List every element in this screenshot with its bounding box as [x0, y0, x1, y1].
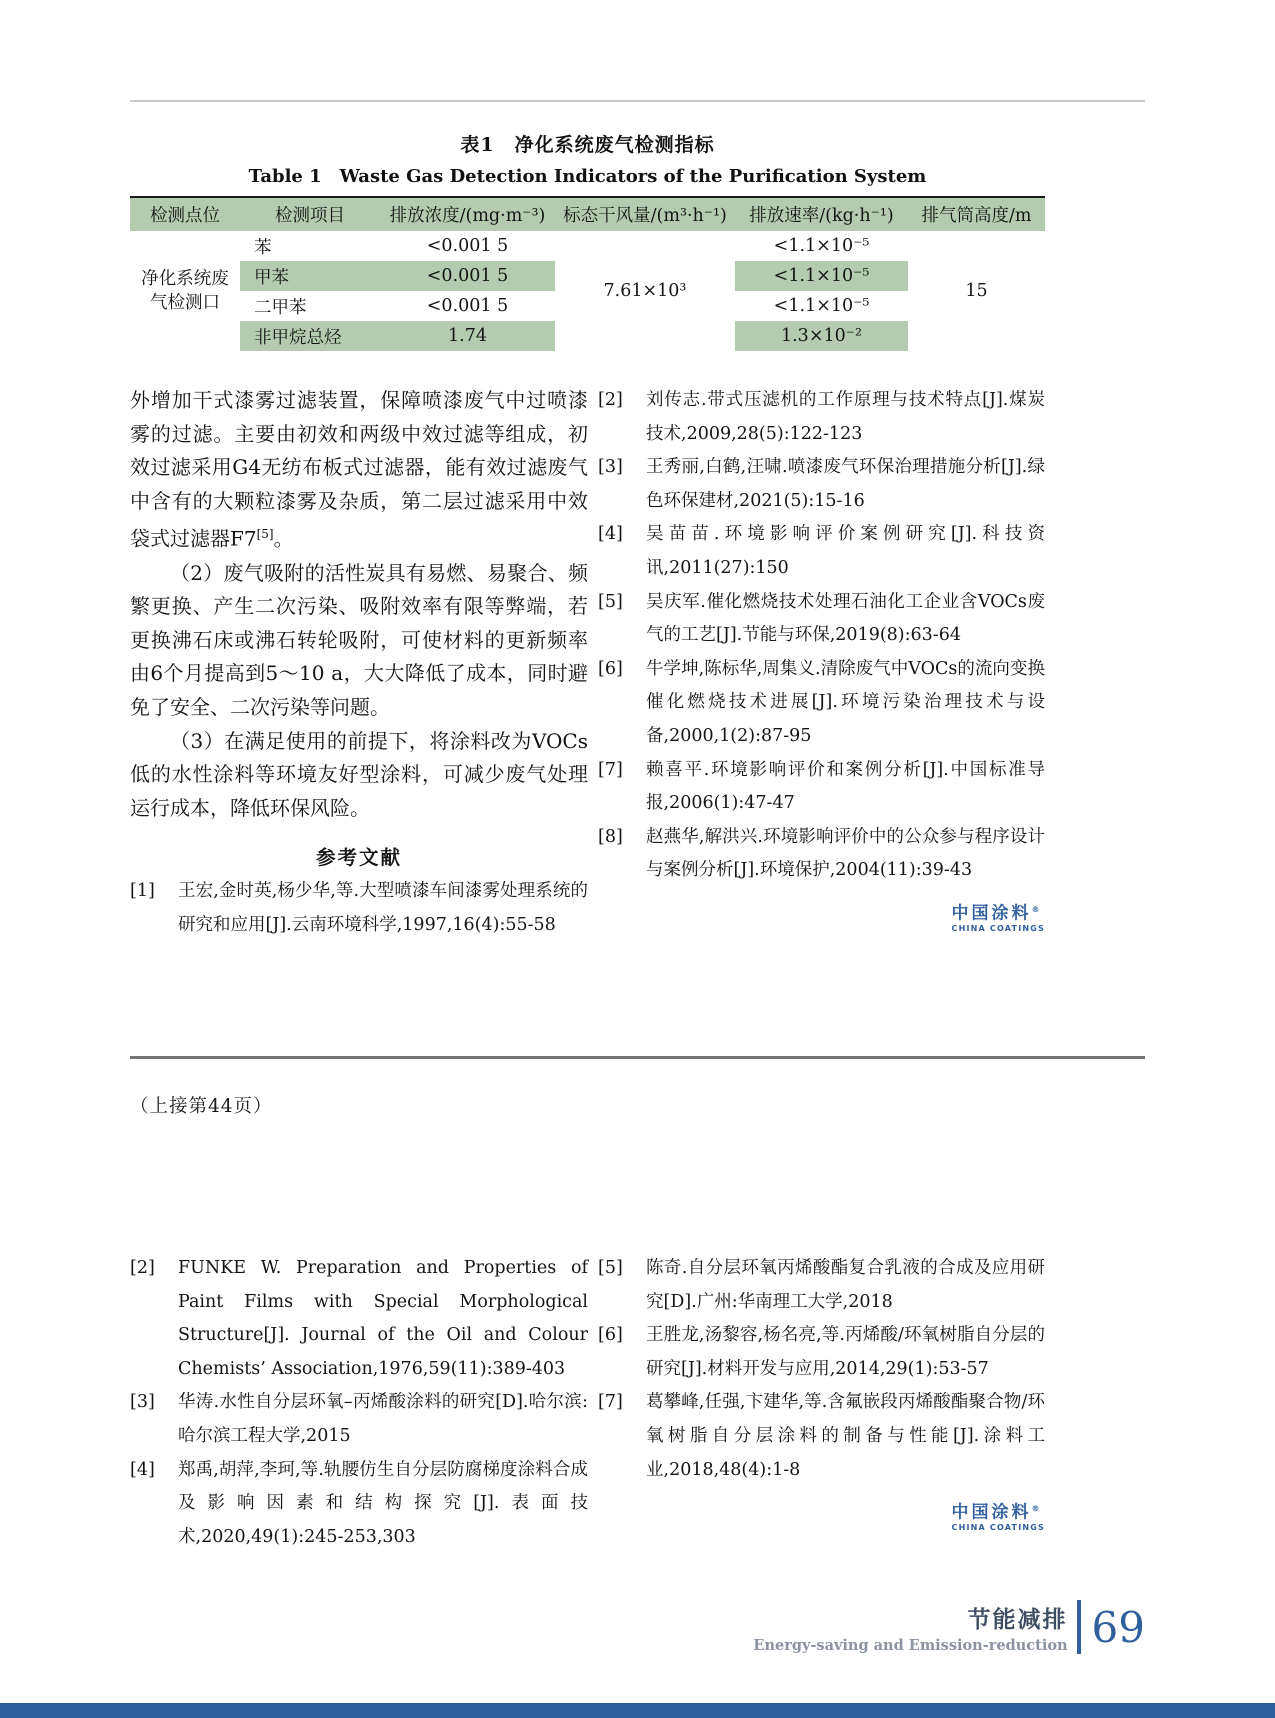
reference-number: [5] [598, 591, 623, 612]
reference-text: 赖喜平.环境影响评价和案例分析[J].中国标准导报,2006(1):47-47 [646, 759, 1045, 814]
table-header-stack-height: 排气筒高度/m [908, 198, 1045, 231]
reference-number: [4] [130, 1459, 155, 1480]
reference-item [130, 1386, 588, 1453]
china-coatings-logo [952, 901, 1046, 933]
reference-number: [6] [598, 1325, 623, 1346]
top-divider [130, 100, 1145, 102]
table-cell-rate-xylene: <1.1×10⁻⁵ [773, 296, 870, 316]
reference-item [130, 1454, 588, 1555]
reference-text: 郑禹,胡萍,李珂,等.轨腰仿生自分层防腐梯度涂料合成及影响因素和结构探究[J].表面技术,2020,49(1):245-253,303 [178, 1459, 588, 1547]
page-footer [753, 1600, 1145, 1654]
logo-text-zh [952, 1500, 1046, 1522]
reference-text: 王宏,金时英,杨少华,等.大型喷漆车间漆雾处理系统的研究和应用[J].云南环境科学,1997,16(4):55-58 [178, 881, 588, 935]
reference-text: 华涛.水性自分层环氧–丙烯酸涂料的研究[D].哈尔滨:哈尔滨工程大学,2015 [178, 1392, 588, 1446]
logo-text-zh [952, 901, 1046, 923]
table-cell-rate-benzene: <1.1×10⁻⁵ [773, 236, 870, 256]
body-paragraph-3: （3）在满足使用的前提下，将涂料改为VOCs低的水性涂料等环境友好型涂料，可减少废气处理运行成本，降低环保风险。 [130, 728, 588, 820]
continuation-note: （上接第44页） [130, 1096, 273, 1117]
citation-superscript: [5] [256, 527, 274, 542]
reference-number: [7] [598, 759, 623, 780]
logo-zh-chars: 中国涂料 [951, 903, 1032, 924]
reference-text: 王秀丽,白鹤,汪啸.喷漆废气环保治理措施分析[J].绿色环保建材,2021(5):15-16 [646, 457, 1045, 511]
table-title-en: Table 1 Waste Gas Detection Indicators of the Purification System [248, 166, 927, 187]
registered-mark-icon: ® [1031, 904, 1040, 914]
logo-text-en: CHINA COATINGS [951, 923, 1045, 933]
reference-item [598, 518, 1045, 585]
table-cell-item-nmhc: 非甲烷总烃 [240, 321, 380, 351]
registered-mark-icon: ® [1031, 1504, 1040, 1514]
reference-text: 王胜龙,汤黎容,杨名亮,等.丙烯酸/环氧树脂自分层的研究[J].材料开发与应用,2014,29(1):53-57 [646, 1325, 1045, 1379]
reference-text: 陈奇.自分层环氧丙烯酸酯复合乳液的合成及应用研究[D].广州:华南理工大学,2018 [646, 1258, 1045, 1312]
table-cell-rate-toluene: <1.1×10⁻⁵ [735, 261, 908, 291]
reference-number: [3] [598, 457, 623, 478]
waste-gas-table [130, 196, 1045, 351]
section-continued-references [130, 1252, 1045, 1554]
section-divider [130, 1056, 1145, 1059]
table-header-concentration: 排放浓度/(mg·m⁻³) [380, 198, 555, 231]
journal-name [753, 1601, 1067, 1654]
paragraph-text: 。 [273, 527, 294, 552]
reference-number: [8] [598, 826, 623, 847]
table-cell-item-xylene: 二甲苯 [254, 297, 307, 318]
reference-item [598, 754, 1045, 821]
reference-number: [3] [130, 1392, 155, 1413]
logo-zh-chars: 中国涂料 [951, 1502, 1032, 1523]
table-cell-item-toluene: 甲苯 [240, 261, 380, 291]
footer-divider-bar [1077, 1600, 1081, 1654]
page-number: 69 [1091, 1602, 1145, 1652]
reference-text: 吴庆军.催化燃烧技术处理石油化工企业含VOCs废气的工艺[J].节能与环保,2019(8):63-64 [646, 591, 1045, 646]
table-cell-air-volume: 7.61×10³ [603, 281, 687, 301]
references-heading: 参考文献 [315, 846, 402, 870]
reference-text: 赵燕华,解洪兴.环境影响评价中的公众参与程序设计与案例分析[J].环境保护,2004(11):39-43 [646, 826, 1045, 881]
reference-item [598, 384, 1045, 451]
table-cell-conc-xylene: <0.001 5 [426, 296, 509, 316]
reference-item [130, 875, 588, 942]
reference-item [598, 821, 1045, 888]
reference-text: 吴苗苗.环境影响评价案例研究[J].科技资讯,2011(27):150 [646, 524, 1045, 578]
china-coatings-logo [952, 1500, 1046, 1532]
reference-number: [2] [130, 1258, 155, 1278]
journal-name-zh: 节能减排 [967, 1606, 1068, 1633]
reference-number: [4] [598, 524, 623, 545]
logo-text-en: CHINA COATINGS [951, 1522, 1045, 1532]
reference-number: [1] [130, 881, 155, 902]
logo-row [598, 901, 1045, 933]
reference-number: [6] [598, 658, 623, 679]
reference-item [598, 1319, 1045, 1386]
reference-item [598, 1252, 1045, 1319]
reference-item [598, 586, 1045, 653]
column-left [130, 1252, 588, 1554]
reference-item [598, 653, 1045, 754]
column-left [130, 384, 588, 943]
section-article [130, 384, 1045, 943]
paragraph-text: 外增加干式漆雾过滤装置，保障喷漆废气中过喷漆雾的过滤。主要由初效和两级中效过滤等组成，初效过滤采用G4无纺布板式过滤器，能有效过滤废气中含有的大颗粒漆雾及杂质，第二层过滤采用中效袋式过滤器F7 [130, 388, 588, 552]
table-header-site: 检测点位 [130, 198, 240, 231]
table-header-item: 检测项目 [240, 198, 380, 231]
table-cell-rate-nmhc: 1.3×10⁻² [735, 321, 908, 351]
reference-number: [5] [598, 1258, 623, 1278]
reference-item [598, 451, 1045, 518]
journal-name-en: Energy-saving and Emission-reduction [753, 1636, 1068, 1654]
table-cell-stack-height: 15 [965, 281, 988, 301]
body-paragraph-1 [130, 384, 588, 557]
reference-text: 牛学坤,陈标华,周集义.清除废气中VOCs的流向变换催化燃烧技术进展[J].环境污染治理技术与设备,2000,1(2):87-95 [646, 658, 1045, 746]
column-right [598, 1252, 1045, 1554]
table-cell-site: 净化系统废气检测口 [141, 269, 229, 313]
table-block [130, 130, 1045, 351]
table-cell-conc-toluene: <0.001 5 [380, 261, 555, 291]
reference-text: 刘传志.带式压滤机的工作原理与技术特点[J].煤炭技术,2009,28(5):122-123 [646, 390, 1045, 444]
table-cell-conc-benzene: <0.001 5 [426, 236, 509, 256]
reference-item [598, 1386, 1045, 1487]
table-cell-item-benzene: 苯 [254, 237, 272, 258]
table-header-rate: 排放速率/(kg·h⁻¹) [735, 198, 908, 231]
table-header-air-volume: 标态干风量/(m³·h⁻¹) [555, 198, 735, 231]
logo-row [598, 1500, 1045, 1532]
column-right [598, 384, 1045, 943]
table-title-zh: 表1 净化系统废气检测指标 [460, 134, 715, 156]
body-paragraph-2: （2）废气吸附的活性炭具有易燃、易聚合、频繁更换、产生二次污染、吸附效率有限等弊端，若更换沸石床或沸石转轮吸附，可使材料的更新频率由6个月提高到5～10 a，大大降低了成本，同时避免了安全、二次污染等问题。 [130, 560, 588, 719]
bottom-color-bar [0, 1703, 1275, 1718]
reference-text: FUNKE W. Preparation and Properties of Paint Films with Special Morphological Structure[J]. Journal of the Oil and Colour Chemists’ Association,1976,59(11):389-403 [178, 1258, 588, 1379]
reference-text: 葛攀峰,任强,卞建华,等.含氟嵌段丙烯酸酯聚合物/环氧树脂自分层涂料的制备与性能[J].涂料工业,2018,48(4):1-8 [646, 1392, 1045, 1480]
reference-number: [2] [598, 390, 623, 410]
table-cell-conc-nmhc: 1.74 [380, 321, 555, 351]
reference-number: [7] [598, 1392, 623, 1413]
reference-item [130, 1252, 588, 1386]
